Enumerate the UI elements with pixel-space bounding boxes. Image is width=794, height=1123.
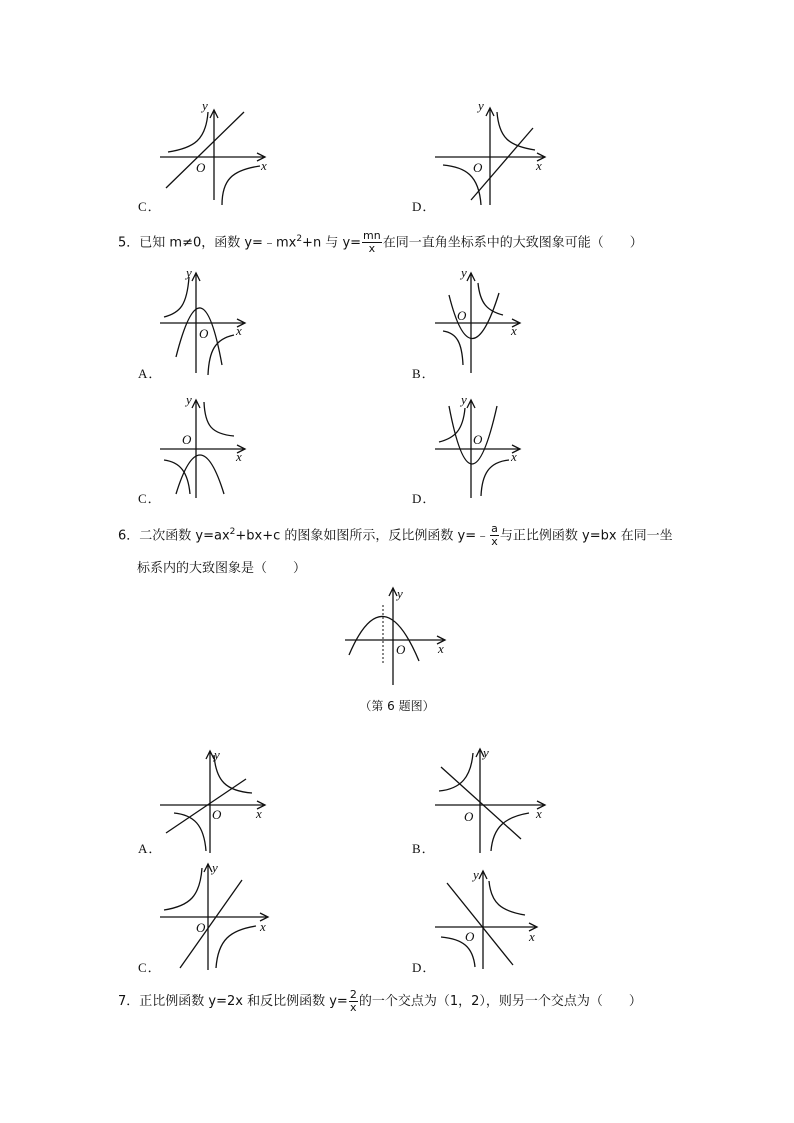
y-axis-label: y: [202, 98, 208, 113]
hyperbola-upper-left: [164, 868, 202, 910]
question-6-text-line2: 标系内的大致图象是（ ）: [137, 561, 307, 576]
q5-fraction: [362, 230, 382, 255]
hyperbola-lower-right: [491, 813, 529, 851]
graph-q5-option-a: [160, 265, 250, 375]
hyperbola-lower-right: [208, 335, 234, 375]
line-graph: [180, 880, 242, 968]
graph-q4-option-c: [160, 100, 270, 210]
q7-text-part1: 7．正比例函数 y=2x 和反比例函数 y=: [118, 994, 348, 1009]
y-axis-label: y: [397, 586, 403, 601]
q5-text-part1: 5．已知 m≠0，函数 y=﹣mx: [118, 235, 297, 251]
line-graph: [447, 883, 513, 965]
option-label-q5-b: B．: [412, 366, 436, 381]
origin-label: O: [457, 308, 467, 323]
q7-text-part2: 的一个交点为（1，2），则另一个交点为（ ）: [358, 994, 642, 1009]
option-label-q5-a: A．: [138, 366, 163, 381]
option-label-q5-c: C．: [138, 491, 162, 506]
parabola: [349, 616, 419, 661]
q6-text-part1: 6．二次函数 y=ax: [118, 528, 230, 544]
graph-q6-option-c: [160, 860, 275, 972]
origin-label: O: [182, 432, 192, 447]
hyperbola-upper-right: [497, 112, 535, 150]
x-axis-label: x: [260, 919, 266, 934]
hyperbola-upper-left: [439, 408, 465, 442]
q6-text-part2: +bx+c 的图象如图所示，反比例函数 y=﹣: [235, 528, 490, 544]
origin-label: O: [196, 920, 206, 935]
q5-text-part2: +n 与 y=: [302, 235, 362, 251]
graph-q6-option-b: [435, 745, 550, 855]
origin-label: O: [465, 929, 475, 944]
origin-label: O: [473, 432, 483, 447]
graph-q6-option-d: [435, 865, 545, 975]
y-axis-label: y: [461, 265, 467, 280]
line-graph: [166, 779, 246, 833]
y-axis-label: y: [186, 265, 192, 280]
hyperbola-lower-left: [443, 331, 463, 365]
graph-q5-option-d: [435, 392, 525, 502]
q7-fraction-numerator: 2: [349, 988, 357, 1001]
origin-label: O: [212, 807, 222, 822]
y-axis-label: y: [212, 860, 218, 875]
hyperbola-lower-right: [222, 166, 260, 205]
question-7-text: [118, 989, 642, 1014]
y-axis-label: y: [186, 392, 192, 407]
graph-q6-reference-parabola: [345, 585, 450, 690]
x-axis-label: x: [511, 323, 517, 338]
x-axis-label: x: [236, 323, 242, 338]
hyperbola-lower-right: [216, 926, 256, 968]
origin-label: O: [199, 326, 209, 341]
graph-q4-option-d: [435, 100, 550, 210]
x-axis-label: x: [438, 641, 444, 656]
option-label-q6-c: C．: [138, 960, 162, 975]
question-6-text: [118, 523, 673, 548]
x-axis-label: x: [529, 929, 535, 944]
figure-caption: （第 6 题图）: [359, 699, 435, 713]
q6-text-part3: 与正比例函数 y=bx 在同一坐: [499, 528, 673, 544]
option-label-q4-d: D．: [412, 199, 437, 214]
origin-label: O: [464, 809, 474, 824]
origin-label: O: [196, 160, 206, 175]
origin-label: O: [473, 160, 483, 175]
q7-fraction: [349, 989, 358, 1014]
graph-q6-option-a: [160, 745, 270, 855]
q5-fraction-denominator: x: [368, 242, 376, 256]
q7-fraction-denominator: x: [350, 1001, 357, 1014]
hyperbola-lower-left: [174, 813, 206, 851]
option-label-q6-d: D．: [412, 960, 437, 975]
x-axis-label: x: [261, 158, 267, 173]
q6-fraction-numerator: a: [491, 522, 498, 536]
q6-fraction: [490, 523, 499, 548]
y-axis-label: y: [214, 747, 220, 762]
q6-exponent: 2: [229, 527, 236, 537]
option-label-q6-b: B．: [412, 841, 436, 856]
hyperbola-upper-left: [168, 112, 208, 152]
x-axis-label: x: [236, 449, 242, 464]
question-5-text: [118, 230, 643, 255]
x-axis-label: x: [256, 806, 262, 821]
q5-exponent: 2: [296, 234, 303, 244]
y-axis-label: y: [461, 392, 467, 407]
x-axis-label: x: [511, 449, 517, 464]
hyperbola-upper-left: [164, 277, 189, 317]
x-axis-label: x: [536, 158, 542, 173]
parabola: [176, 455, 224, 494]
line-graph: [441, 767, 521, 839]
graph-q5-option-b: [435, 265, 525, 375]
x-axis-label: x: [536, 806, 542, 821]
q5-fraction-numerator: mn: [363, 229, 381, 243]
hyperbola-upper-left: [439, 753, 473, 791]
option-label-q4-c: C．: [138, 199, 162, 214]
hyperbola-upper-right: [204, 402, 234, 436]
q6-fraction-denominator: x: [491, 535, 498, 549]
y-axis-label: y: [478, 98, 484, 113]
hyperbola-upper-right: [489, 881, 525, 915]
y-axis-label: y: [473, 867, 479, 882]
hyperbola-lower-right: [481, 460, 509, 496]
option-label-q6-a: A．: [138, 841, 163, 856]
origin-label: O: [396, 642, 406, 657]
y-axis-label: y: [483, 745, 489, 760]
graph-q5-option-c: [160, 392, 250, 502]
q5-text-part3: 在同一直角坐标系中的大致图象可能（ ）: [382, 235, 643, 251]
hyperbola-upper-right: [478, 283, 503, 315]
option-label-q5-d: D．: [412, 491, 437, 506]
